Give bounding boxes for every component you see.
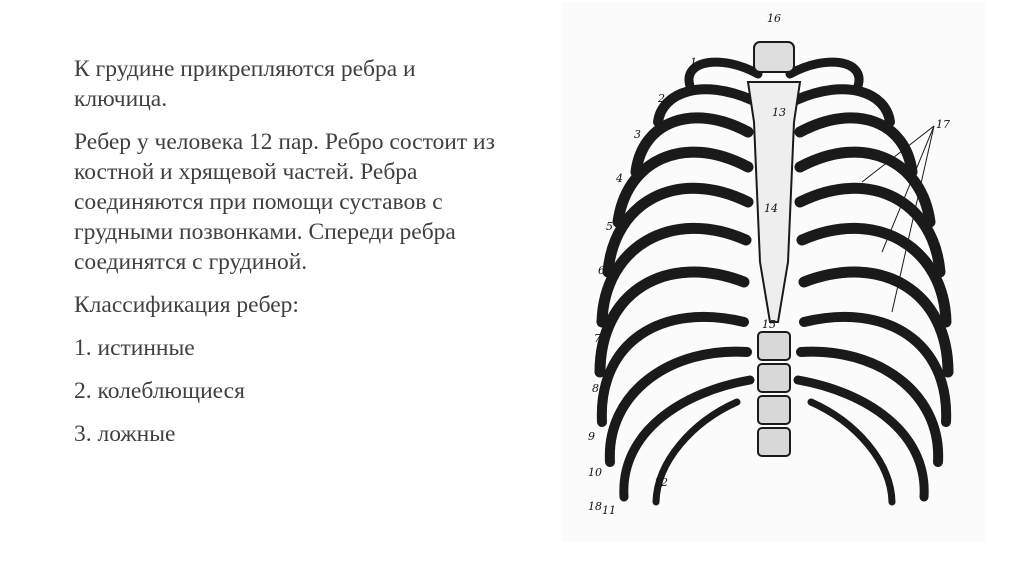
list-item-true-ribs: 1. истинные — [74, 335, 195, 361]
sternum-and-spine — [748, 42, 800, 456]
label-3: 3 — [634, 128, 641, 141]
label-10: 10 — [588, 466, 602, 479]
paragraph-sternum: К грудине прикрепляются ребра и ключица. — [74, 56, 416, 112]
label-16: 16 — [767, 12, 781, 25]
label-9: 9 — [588, 430, 595, 443]
label-8: 8 — [592, 382, 599, 395]
label-14: 14 — [764, 202, 778, 215]
ribs-right — [790, 62, 948, 502]
label-17: 17 — [936, 118, 950, 131]
label-2: 2 — [658, 92, 665, 105]
ribs-left — [600, 62, 758, 502]
rib-cage-drawing — [562, 2, 986, 542]
label-18: 18 — [588, 500, 602, 513]
label-5: 5 — [606, 220, 613, 233]
label-4: 4 — [616, 172, 623, 185]
label-6: 6 — [598, 264, 605, 277]
label-15: 15 — [762, 318, 776, 331]
label-12: 12 — [654, 476, 668, 489]
rib-cage-illustration — [562, 2, 986, 542]
list-item-false-ribs: 3. ложные — [74, 421, 176, 447]
label-11: 11 — [602, 504, 616, 517]
paragraph-classification-title: Классификация ребер: — [74, 292, 299, 318]
slide-text — [74, 54, 514, 462]
label-1: 1 — [690, 56, 697, 69]
label-7: 7 — [594, 332, 601, 345]
paragraph-ribs: Ребер у человека 12 пар. Ребро состоит из костной и хрящевой частей. Ребра соединяются при помощи суставов с грудными позвонками. Спереди ребра соединятся с грудиной. — [74, 129, 495, 275]
label-13: 13 — [772, 106, 786, 119]
list-item-floating-ribs: 2. колеблющиеся — [74, 378, 245, 404]
